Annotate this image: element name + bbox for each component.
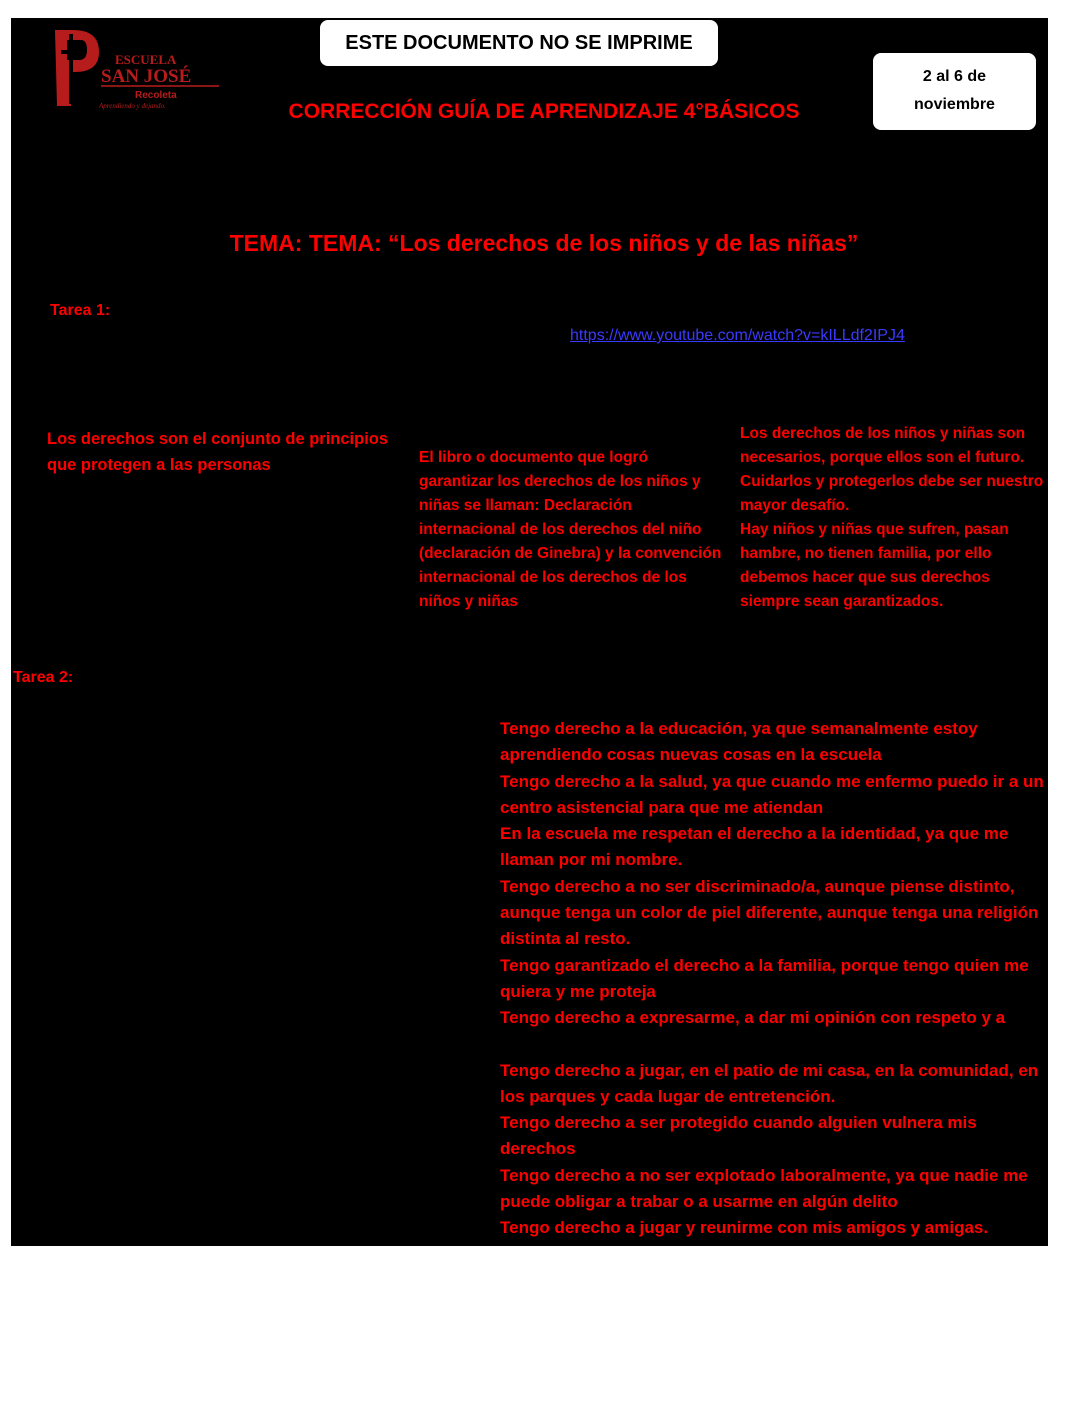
rights-list bbox=[500, 716, 1048, 1242]
right-item: Tengo derecho a la educación, ya que semanalmente estoy aprendiendo cosas nuevas cosas en la escuela bbox=[500, 719, 978, 765]
date-line-1: 2 al 6 de bbox=[922, 68, 987, 85]
tarea1-answer-3 bbox=[740, 422, 1045, 614]
youtube-link[interactable]: https://www.youtube.com/watch?v=kILLdf2IPJ4 bbox=[570, 327, 905, 344]
spacer bbox=[500, 1032, 1045, 1058]
right-item: Tengo derecho a la salud, ya que cuando me enfermo puedo ir a un centro asistencial para que me atiendan bbox=[500, 771, 1044, 817]
logo-text-san-jose: SAN JOSÉ bbox=[101, 66, 192, 87]
right-item: Tengo derecho a ser protegido cuando alguien vulnera mis derechos bbox=[500, 1113, 977, 1159]
logo-text-recoleta: Recoleta bbox=[135, 90, 177, 101]
right-item: Tengo derecho a no ser explotado laboralmente, ya que nadie me puede obligar a trabar o a usarme en algún delito bbox=[500, 1165, 1028, 1212]
right-item: Tengo garantizado el derecho a la familia, porque tengo quien me quiera y me proteja bbox=[500, 955, 1029, 1001]
topic-heading: TEMA: TEMA: “Los derechos de los niños y de las niñas” bbox=[229, 230, 859, 256]
logo-text-escuela: ESCUELA bbox=[115, 52, 177, 67]
date-line-2: noviembre bbox=[914, 96, 995, 113]
do-not-print-notice: ESTE DOCUMENTO NO SE IMPRIME bbox=[320, 20, 718, 66]
tarea2-label: Tarea 2: bbox=[13, 669, 74, 686]
right-item: Tengo derecho a jugar y reunirme con mis amigos y amigas. bbox=[500, 1218, 989, 1238]
tarea1-answer-2: El libro o documento que logró garantizar los derechos de los niños y niñas se llaman: Declaración internacional de los derechos del niño (declaración de Ginebra) y la convención internacional de los derechos de los niños y niñas bbox=[419, 449, 722, 610]
right-item: Tengo derecho a no ser discriminado/a, aunque piense distinto, aunque tenga un color de piel diferente, aunque tenga una religión distinta al resto. bbox=[500, 876, 1039, 949]
tarea1-label: Tarea 1: bbox=[50, 302, 111, 319]
page-title: CORRECCIÓN GUÍA DE APRENDIZAJE 4°BÁSICOS bbox=[288, 100, 800, 123]
logo-text-motto: Aprendiendo y dejando. bbox=[99, 102, 166, 110]
tarea1-answer-1: Los derechos son el conjunto de principios que protegen a las personas bbox=[47, 430, 389, 474]
tarea1-answer-3b: Hay niños y niñas que sufren, pasan hambre, no tienen familia, por ello debemos hacer que sus derechos siempre sean garantizados. bbox=[740, 521, 1009, 610]
right-item: Tengo derecho a jugar, en el patio de mi casa, en la comunidad, en los parques y cada lugar de entretención. bbox=[500, 1060, 1039, 1106]
document-page bbox=[11, 18, 1048, 1246]
school-logo bbox=[51, 28, 241, 110]
right-item: Tengo derecho a expresarme, a dar mi opinión con respeto y a bbox=[500, 1008, 1006, 1028]
right-item: En la escuela me respetan el derecho a la identidad, ya que me llaman por mi nombre. bbox=[500, 824, 1009, 870]
tarea1-answer-3a: Los derechos de los niños y niñas son necesarios, porque ellos son el futuro. Cuidarlos y protegerlos debe ser nuestro mayor desafío. bbox=[740, 425, 1044, 514]
